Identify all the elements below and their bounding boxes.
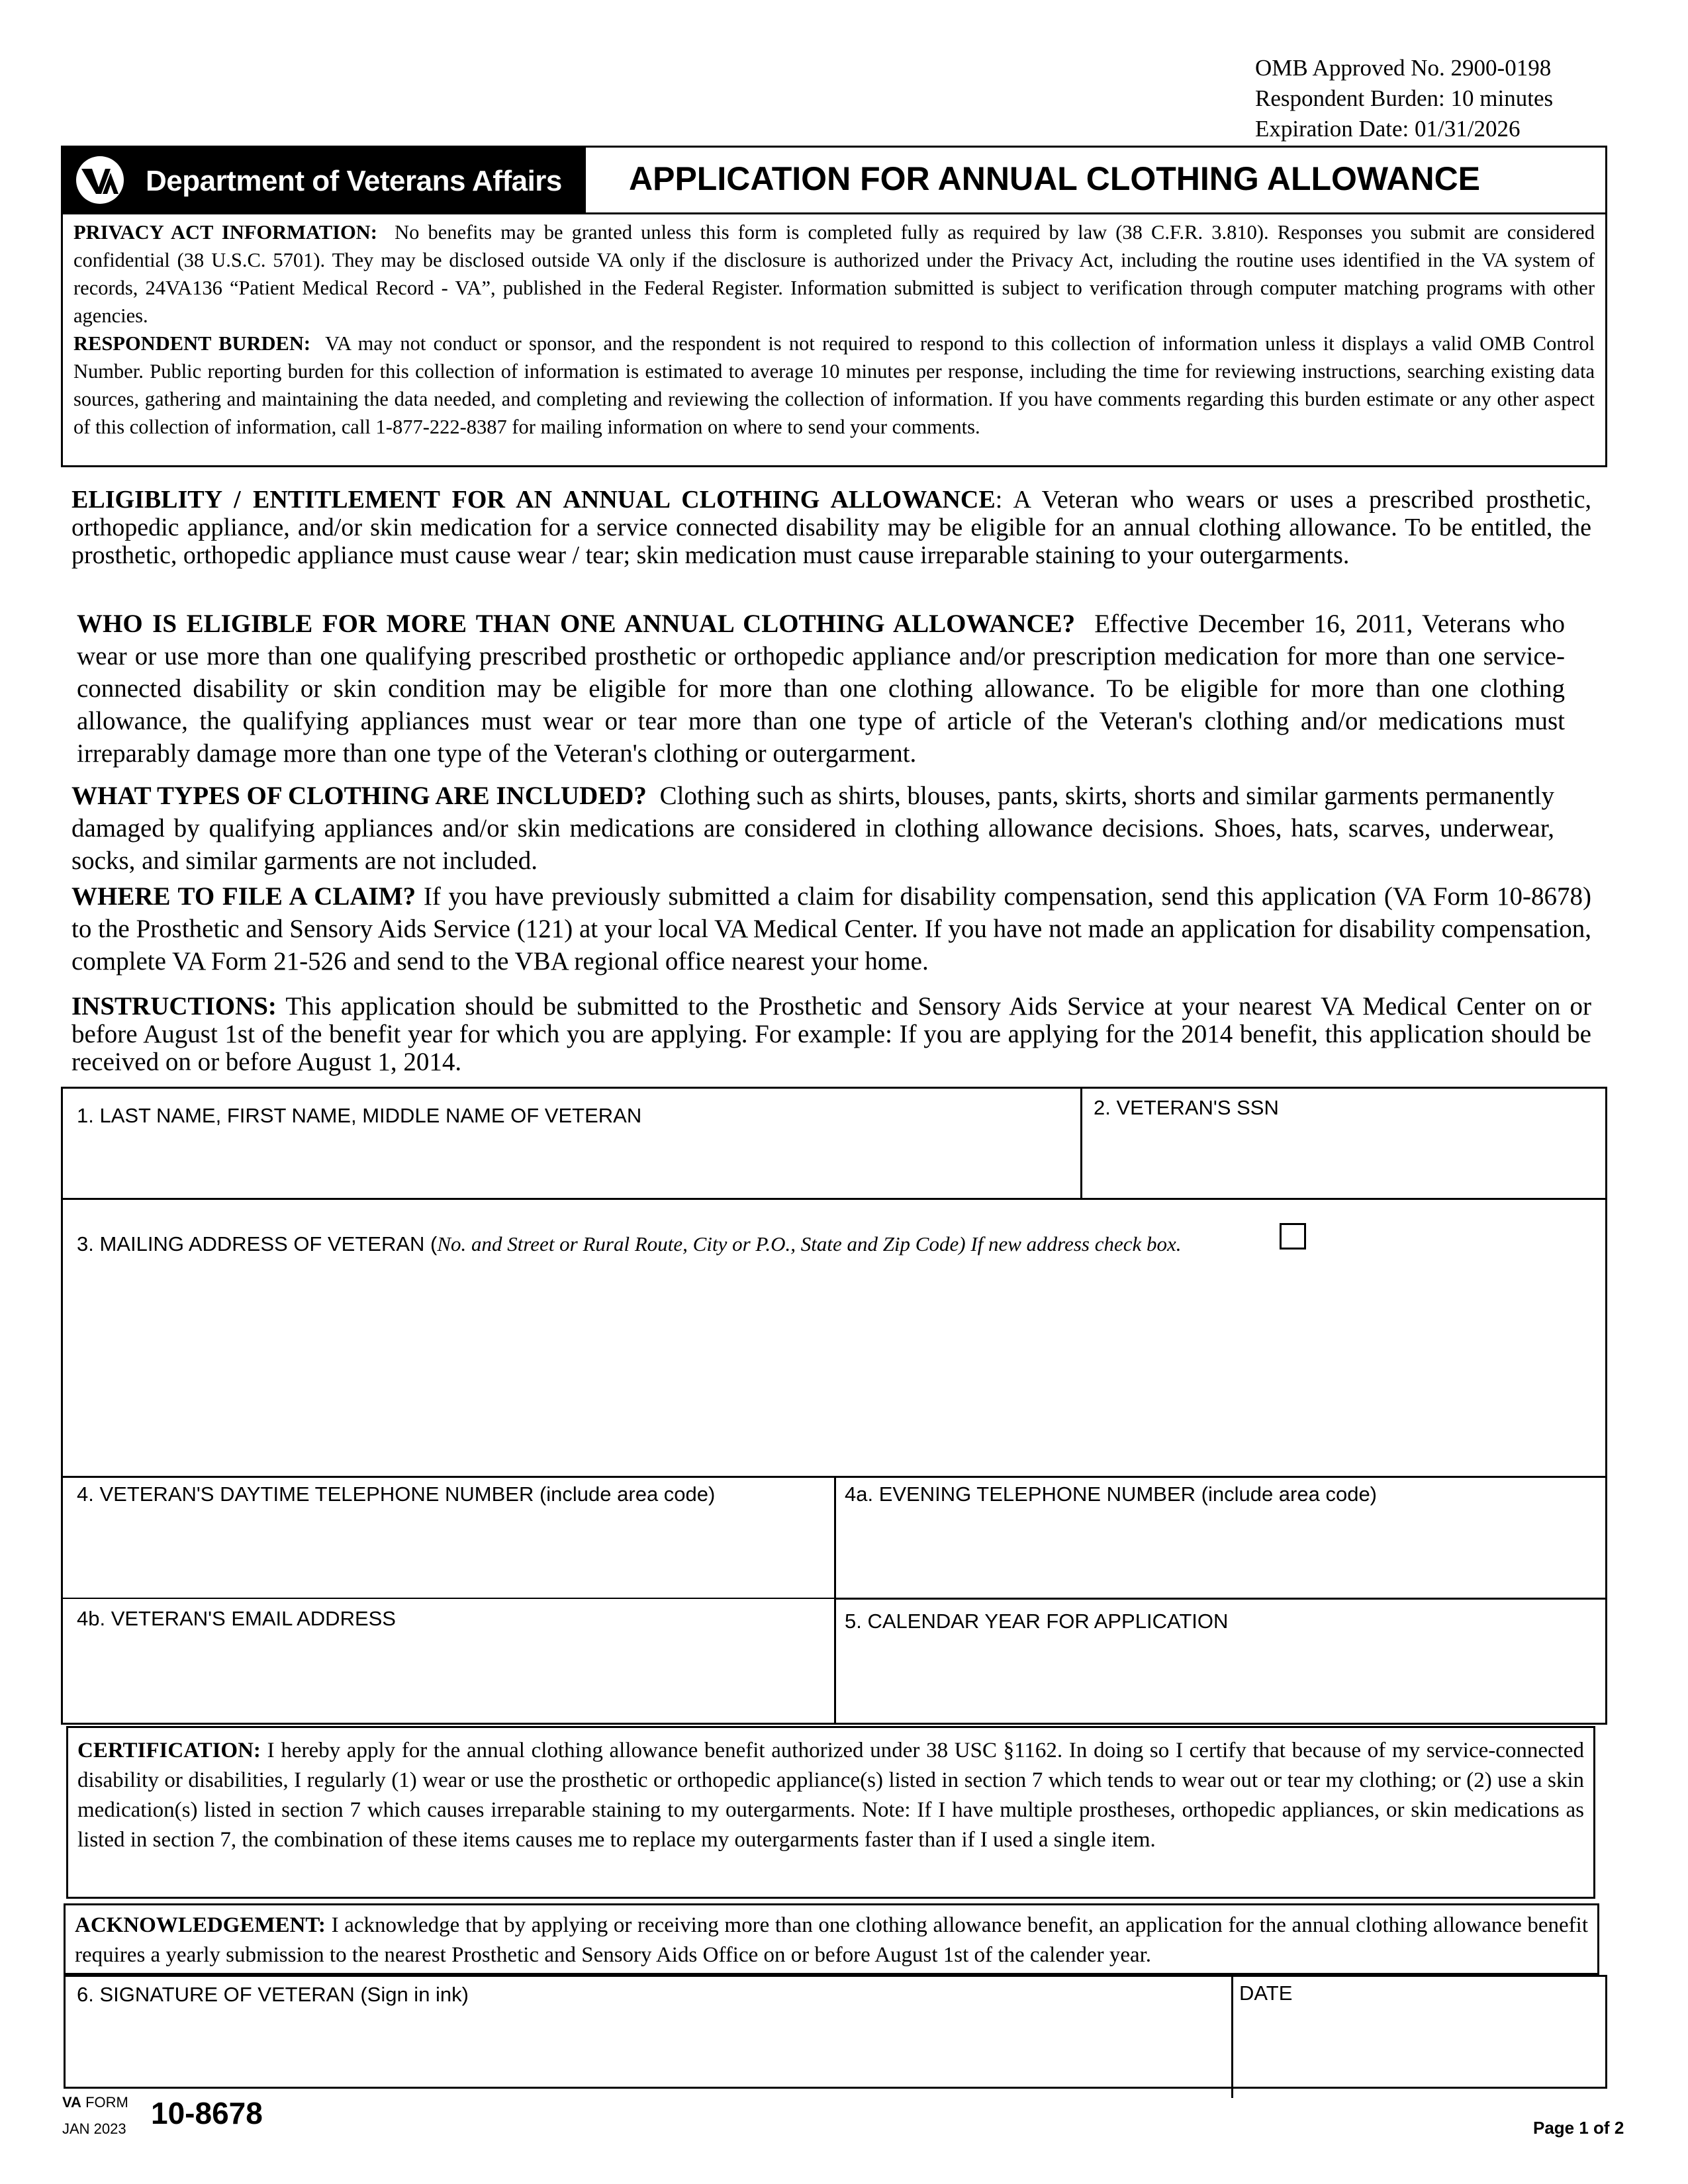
clothing-heading: WHAT TYPES OF CLOTHING ARE INCLUDED? xyxy=(71,782,647,810)
email-label: 4b. VETERAN'S EMAIL ADDRESS xyxy=(77,1607,396,1630)
privacy-heading: PRIVACY ACT INFORMATION: xyxy=(73,221,377,244)
clothing-types-paragraph xyxy=(71,780,1554,877)
signature-bottom-border xyxy=(64,2087,1233,2089)
mailing-address-hint: No. and Street or Rural Route, City or P.O., State and Zip Code) If new address check box. xyxy=(437,1232,1182,1255)
footer-va: VA xyxy=(62,2094,81,2111)
omb-info xyxy=(1255,53,1553,144)
instructions-heading: INSTRUCTIONS: xyxy=(71,992,277,1021)
eligibility-text: : A Veteran who wears or uses a prescribed prosthetic, orthopedic appliance, and/or skin medication for a service connected disability may be eligible for an annual clothing allowance. To be entitled, the prosthetic, orthopedic appliance must cause wear / tear; skin medication must cause irreparable staining to your outergarments. xyxy=(71,486,1591,569)
eligibility-paragraph xyxy=(71,486,1591,569)
acknowledgement-block xyxy=(64,1903,1599,1975)
acknowledgement-paragraph xyxy=(75,1911,1588,1970)
certification-block xyxy=(66,1726,1595,1899)
instructions-text: This application should be submitted to the Prosthetic and Sensory Aids Service at your nearest VA Medical Center on or before August 1st of the benefit year for which you are applying. For example: If you are applying for the 2014 benefit, this application should be received on or before August 1, 2014. xyxy=(71,992,1591,1076)
file-heading: WHERE TO FILE A CLAIM? xyxy=(71,882,416,911)
page-number: Page 1 of 2 xyxy=(1533,2118,1624,2138)
veteran-ssn-label: 2. VETERAN'S SSN xyxy=(1094,1096,1279,1119)
mailing-address-field[interactable] xyxy=(66,1271,1602,1469)
department-name: Department of Veterans Affairs xyxy=(146,165,562,197)
name-ssn-divider xyxy=(1080,1087,1082,1199)
va-logo-banner xyxy=(63,148,586,212)
form-right-border xyxy=(1605,1087,1607,1723)
row-divider-3-left xyxy=(61,1598,835,1599)
certification-paragraph xyxy=(77,1736,1584,1855)
veteran-name-label: 1. LAST NAME, FIRST NAME, MIDDLE NAME OF VETERAN xyxy=(77,1104,642,1127)
row-divider-4 xyxy=(61,1723,1607,1725)
signature-left-border xyxy=(64,1975,66,2089)
multiple-allowance-paragraph xyxy=(77,608,1565,770)
row-divider-3-right xyxy=(835,1598,1607,1600)
signature-label: 6. SIGNATURE OF VETERAN (Sign in ink) xyxy=(77,1983,469,2006)
footer-form-label xyxy=(62,2094,128,2111)
footer-form-number: 10-8678 xyxy=(151,2096,263,2130)
evening-phone-field[interactable] xyxy=(841,1512,1602,1592)
veteran-ssn-field[interactable] xyxy=(1086,1125,1602,1195)
calendar-year-label: 5. CALENDAR YEAR FOR APPLICATION xyxy=(845,1610,1229,1633)
mailing-address-label xyxy=(77,1232,1182,1256)
calendar-year-field[interactable] xyxy=(841,1638,1602,1717)
file-text: If you have previously submitted a claim for disability compensation, send this application (VA Form 10-8678) to the Prosthetic and Sensory Aids Service (121) at your local VA Medical Center. If you have not made an application for disability compensation, complete VA Form 21-526 and send to the VBA regional office nearest your home. xyxy=(71,882,1591,976)
multiple-text: Effective December 16, 2011, Veterans who wear or use more than one qualifying prescribed prosthetic or orthopedic appliance and/or prescription medication for more than one service-connected disability or skin condition may be eligible for more than one clothing allowance. To be eligible for more than one clothing allowance, the qualifying appliances must wear or tear more than one type of article of the Veteran's clothing and/or medications must irreparably damage more than one type of the Veteran's clothing or outergarment. xyxy=(77,610,1565,768)
privacy-burden-block xyxy=(61,214,1607,467)
expiration-date: Expiration Date: 01/31/2026 xyxy=(1255,116,1521,142)
date-field[interactable] xyxy=(1237,2012,1602,2083)
new-address-checkbox[interactable] xyxy=(1280,1223,1306,1250)
signature-top-border xyxy=(64,1975,1607,1977)
form-left-border xyxy=(61,1087,63,1723)
daytime-phone-field[interactable] xyxy=(66,1512,827,1592)
certification-text: I hereby apply for the annual clothing allowance benefit authorized under 38 USC §1162. In doing so I certify that because of my service-connected disability or disabilities, I regularly (1) wear or use the prosthetic or orthopedic appliance(s) listed in section 7 which tends to wear out or tear my clothing; or (2) use a skin medication(s) listed in section 7 which causes irreparable staining to my outergarments. Note: If I have multiple prostheses, orthopedic appliances, or skin medications as listed in section 7, the combination of these items causes me to replace my outergarments faster than if I used a single item. xyxy=(77,1739,1585,1852)
acknowledgement-text: I acknowledge that by applying or receiving more than one clothing allowance benefit, an application for the annual clothing allowance benefit requires a yearly submission to the nearest Prosthetic and Sensory Aids Office on or before August 1st of the calender year. xyxy=(75,1913,1588,1967)
daytime-phone-label: 4. VETERAN'S DAYTIME TELEPHONE NUMBER (include area code) xyxy=(77,1482,716,1506)
phone-email-divider xyxy=(834,1476,836,1725)
multiple-heading: WHO IS ELIGIBLE FOR MORE THAN ONE ANNUAL CLOTHING ALLOWANCE? xyxy=(77,610,1076,638)
omb-approved-number: OMB Approved No. 2900-0198 xyxy=(1255,55,1552,81)
signature-right-border xyxy=(1605,1975,1607,2089)
clothing-text: Clothing such as shirts, blouses, pants, skirts, shorts and similar garments permanently damaged by qualifying appliances and/or skin medications are considered in clothing allowance decisions. Shoes, hats, scarves, underwear, socks, and similar garments are not included. xyxy=(71,782,1554,875)
eligibility-heading: ELIGIBLITY / ENTITLEMENT FOR AN ANNUAL CLOTHING ALLOWANCE xyxy=(71,486,996,514)
certification-heading: CERTIFICATION: xyxy=(77,1739,261,1762)
form-header xyxy=(61,146,1607,214)
signature-field[interactable] xyxy=(69,2012,1227,2083)
respondent-burden-paragraph xyxy=(73,330,1595,441)
acknowledgement-heading: ACKNOWLEDGEMENT: xyxy=(75,1913,326,1937)
evening-phone-label: 4a. EVENING TELEPHONE NUMBER (include area code) xyxy=(845,1482,1378,1506)
instructions-paragraph xyxy=(71,993,1591,1076)
privacy-act-paragraph xyxy=(73,218,1595,330)
row-divider-1 xyxy=(61,1198,1607,1200)
form-title: APPLICATION FOR ANNUAL CLOTHING ALLOWANCE xyxy=(629,160,1481,197)
mailing-address-label-text: 3. MAILING ADDRESS OF VETERAN ( xyxy=(77,1232,438,1255)
burden-heading: RESPONDENT BURDEN: xyxy=(73,332,311,355)
file-claim-paragraph xyxy=(71,880,1591,978)
burden-text: VA may not conduct or sponsor, and the respondent is not required to respond to this collection of information unless it displays a valid OMB Control Number. Public reporting burden for this collection of information is estimated to average 10 minutes per response, including the time for reviewing instructions, searching existing data sources, gathering and maintaining the data needed, and completing and reviewing the collection of information. If you have comments regarding this burden estimate or any other aspect of this collection of information, call 1-877-222-8387 for mailing information on where to send your comments. xyxy=(73,332,1595,438)
date-label: DATE xyxy=(1239,1981,1293,2005)
footer-form-date: JAN 2023 xyxy=(62,2120,126,2137)
va-seal-icon xyxy=(72,154,128,206)
section-divider xyxy=(61,1087,1607,1089)
date-bottom-border xyxy=(1231,2087,1607,2089)
veteran-name-field[interactable] xyxy=(66,1132,1076,1195)
footer-form-word: FORM xyxy=(85,2094,128,2111)
signature-date-divider xyxy=(1231,1975,1233,2098)
email-field[interactable] xyxy=(66,1635,827,1717)
privacy-text: No benefits may be granted unless this form is completed fully as required by law (38 C.F.R. 3.810). Responses you submit are considered confidential (38 U.S.C. 5701). They may be disclosed outside VA only if the disclosure is authorized under the Privacy Act, including the routine uses identified in the VA system of records, 24VA136 “Patient Medical Record - VA”, published in the Federal Register. Information submitted is subject to verification through computer matching programs with other agencies. xyxy=(73,221,1595,327)
respondent-burden: Respondent Burden: 10 minutes xyxy=(1255,85,1554,111)
